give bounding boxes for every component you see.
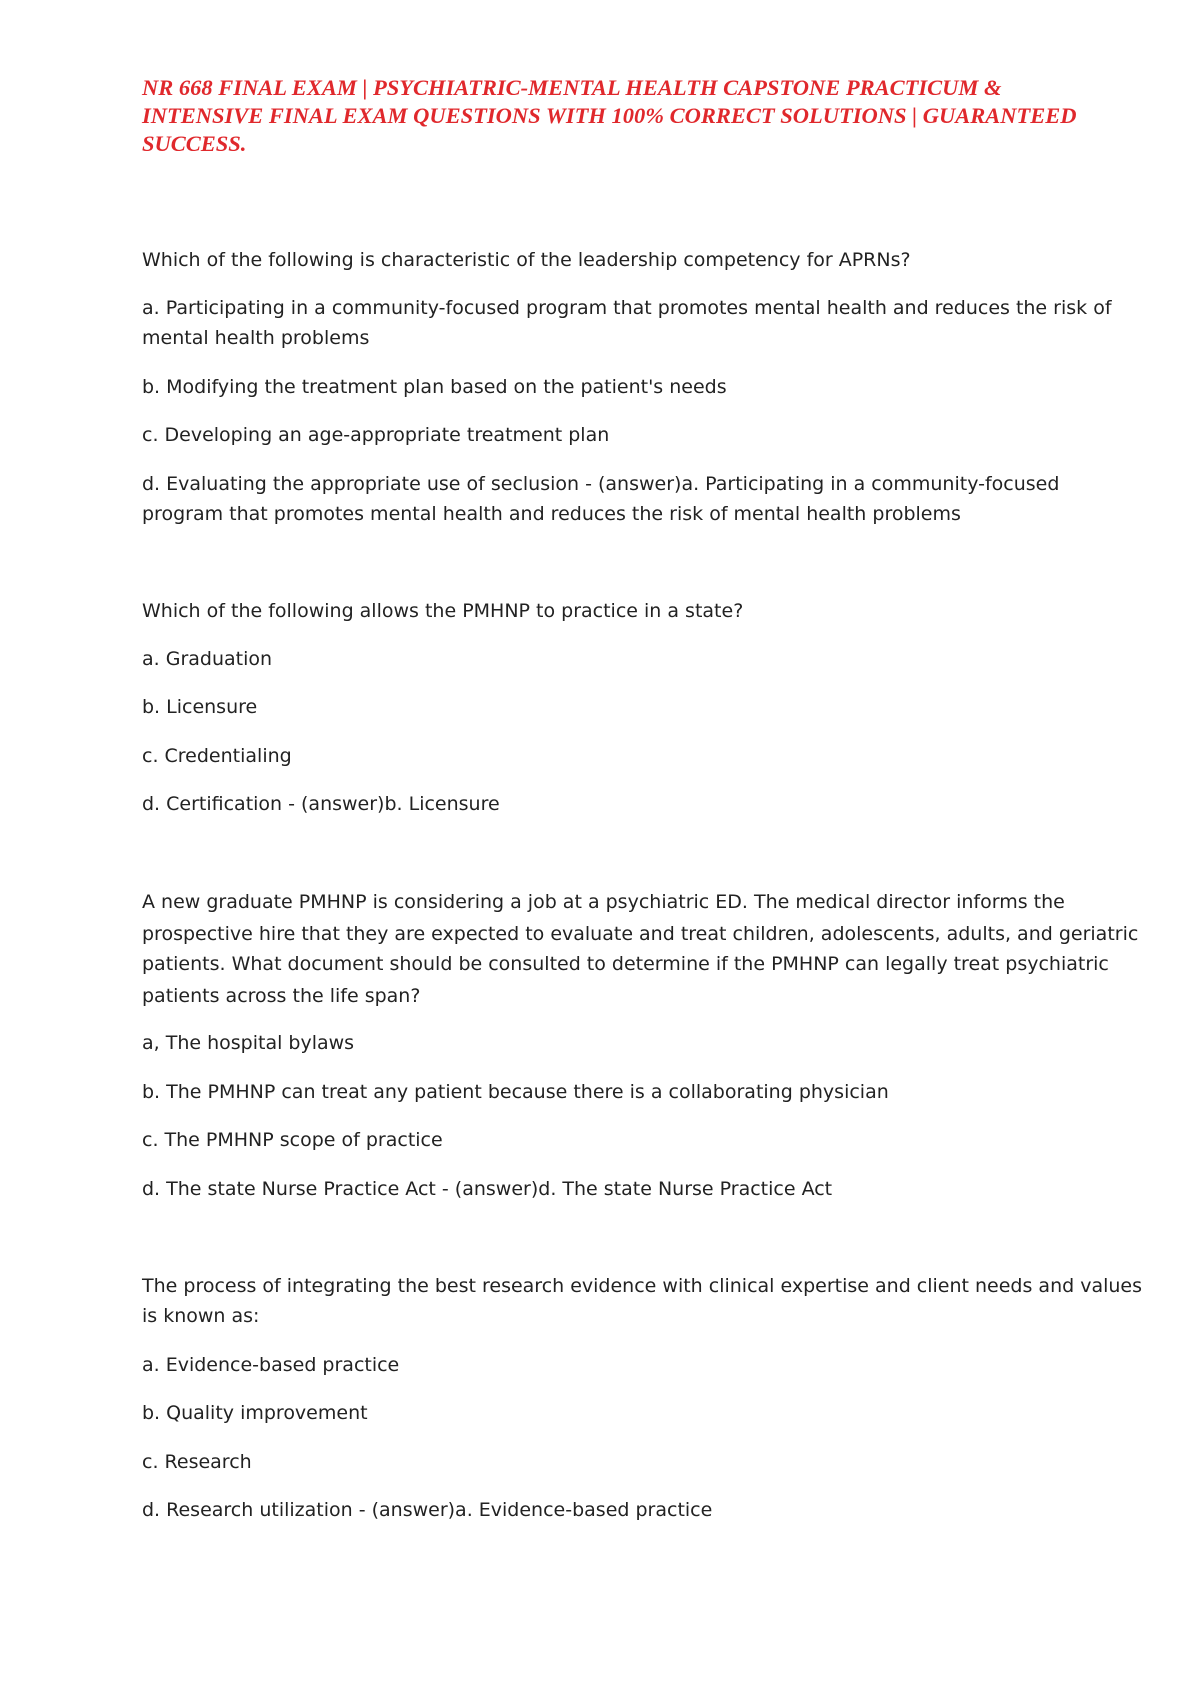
question-1-option-a: a. Participating in a community-focused program that promotes mental health and reduces the risk of — [142, 297, 1112, 319]
question-1-option-d-answer: d. Evaluating the appropriate use of seclusion - (answer)a. Participating in a community-focused — [142, 473, 1060, 495]
question-3-option-d-answer: d. The state Nurse Practice Act - (answer)d. The state Nurse Practice Act — [142, 1178, 833, 1200]
question-2-option-b: b. Licensure — [142, 696, 258, 718]
question-3-stem-line: A new graduate PMHNP is considering a job at a psychiatric ED. The medical director informs the — [142, 891, 1065, 913]
document-title-line: INTENSIVE FINAL EXAM QUESTIONS WITH 100% CORRECT SOLUTIONS | GUARANTEED — [142, 103, 1077, 128]
question-4-stem-line: is known as: — [142, 1305, 260, 1327]
question-4-option-a: a. Evidence-based practice — [142, 1354, 400, 1376]
document-title-line: SUCCESS. — [142, 131, 247, 156]
question-3-option-a: a, The hospital bylaws — [142, 1032, 355, 1054]
document-title — [142, 74, 1082, 158]
question-2-stem: Which of the following allows the PMHNP to practice in a state? — [142, 600, 744, 622]
question-3-stem-line: prospective hire that they are expected to evaluate and treat children, adolescents, adults, and geriatric — [142, 923, 1139, 945]
question-3-option-b: b. The PMHNP can treat any patient because there is a collaborating physician — [142, 1081, 889, 1103]
question-2-option-a: a. Graduation — [142, 648, 273, 670]
question-4-stem-line: The process of integrating the best research evidence with clinical expertise and client needs and values — [142, 1275, 1143, 1297]
question-4-option-b: b. Quality improvement — [142, 1402, 368, 1424]
document-title-line: NR 668 FINAL EXAM | PSYCHIATRIC-MENTAL HEALTH CAPSTONE PRACTICUM & — [142, 75, 1002, 100]
question-1-option-a-continued: mental health problems — [142, 327, 370, 349]
question-3-stem-line: patients across the life span? — [142, 985, 421, 1007]
question-3-stem-line: patients. What document should be consulted to determine if the PMHNP can legally treat psychiatric — [142, 953, 1109, 975]
question-1-option-d-answer-continued: program that promotes mental health and reduces the risk of mental health problems — [142, 503, 961, 525]
question-2-option-c: c. Credentialing — [142, 745, 292, 767]
question-4-option-d-answer: d. Research utilization - (answer)a. Evidence-based practice — [142, 1499, 713, 1521]
question-3-option-c: c. The PMHNP scope of practice — [142, 1129, 443, 1151]
question-1-stem: Which of the following is characteristic of the leadership competency for APRNs? — [142, 249, 911, 271]
question-1-option-b: b. Modifying the treatment plan based on the patient's needs — [142, 376, 727, 398]
question-2-option-d-answer: d. Certification - (answer)b. Licensure — [142, 793, 500, 815]
question-1-option-c: c. Developing an age-appropriate treatment plan — [142, 424, 610, 446]
question-4-option-c: c. Research — [142, 1451, 252, 1473]
